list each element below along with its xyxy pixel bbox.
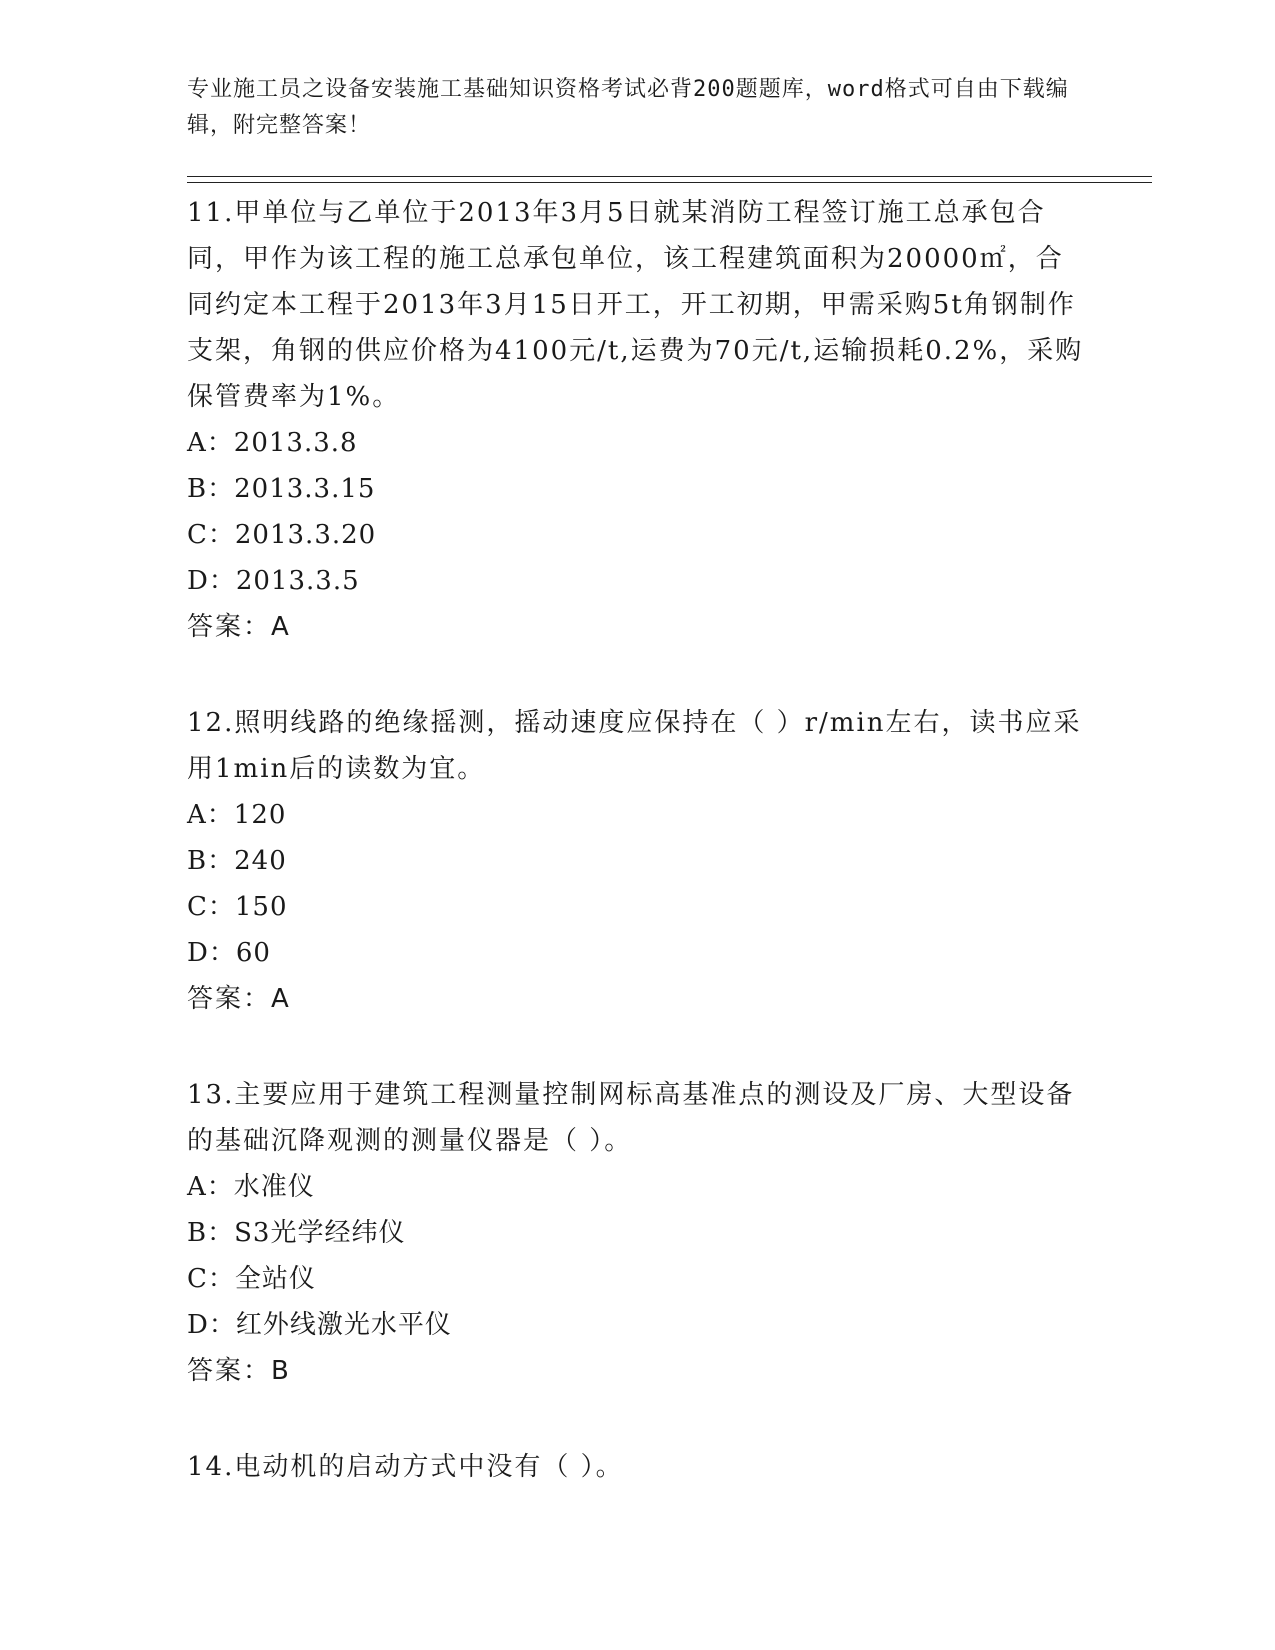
option-c: C：全站仪 [187, 1264, 316, 1294]
option-d: D：2013.3.5 [187, 566, 360, 596]
answer [187, 976, 1087, 1022]
answer [187, 604, 1087, 650]
answer-label: 答案： [187, 1356, 272, 1386]
answer-label: 答案： [187, 984, 272, 1014]
question-12 [187, 700, 1087, 1022]
answer-value: A [271, 612, 289, 642]
question-stem: 14.电动机的启动方式中没有（ ）。 [187, 1452, 624, 1482]
answer [187, 1348, 1087, 1394]
answer-label: 答案： [187, 612, 272, 642]
question-14 [187, 1444, 1087, 1490]
question-list [187, 190, 1087, 1540]
option-d: D：红外线激光水平仪 [187, 1310, 452, 1340]
document-header [187, 72, 1087, 144]
option-d: D：60 [187, 938, 271, 968]
question-stem: 12.照明线路的绝缘摇测，摇动速度应保持在（ ）r/min左右，读书应采用1min后的读数为宜。 [187, 708, 1082, 784]
document-title: 专业施工员之设备安装施工基础知识资格考试必背200题题库，word格式可自由下载编辑，附完整答案！ [187, 77, 1069, 138]
option-c: C：2013.3.20 [187, 520, 377, 550]
option-c: C：150 [187, 892, 288, 922]
option-b: B：S3光学经纬仪 [187, 1218, 406, 1248]
question-11 [187, 190, 1087, 650]
question-stem: 11.甲单位与乙单位于2013年3月5日就某消防工程签订施工总承包合同，甲作为该工程的施工总承包单位，该工程建筑面积为20000㎡，合同约定本工程于2013年3月15日开工，开工初期，甲需采购5t角钢制作支架，角钢的供应价格为4100元/t,运费为70元/t,运输损耗0.2%，采购保管费率为1%。 [187, 198, 1084, 412]
question-stem: 13.主要应用于建筑工程测量控制网标高基准点的测设及厂房、大型设备的基础沉降观测的测量仪器是（ ）。 [187, 1080, 1075, 1156]
option-a: A：2013.3.8 [187, 428, 358, 458]
answer-value: A [271, 984, 289, 1014]
option-b: B：240 [187, 846, 287, 876]
answer-value: B [271, 1356, 289, 1386]
header-rule-top [187, 176, 1152, 177]
option-b: B：2013.3.15 [187, 474, 376, 504]
header-rule-bottom [187, 182, 1152, 183]
question-13 [187, 1072, 1087, 1394]
option-a: A：水准仪 [187, 1172, 315, 1202]
option-a: A：120 [187, 800, 287, 830]
